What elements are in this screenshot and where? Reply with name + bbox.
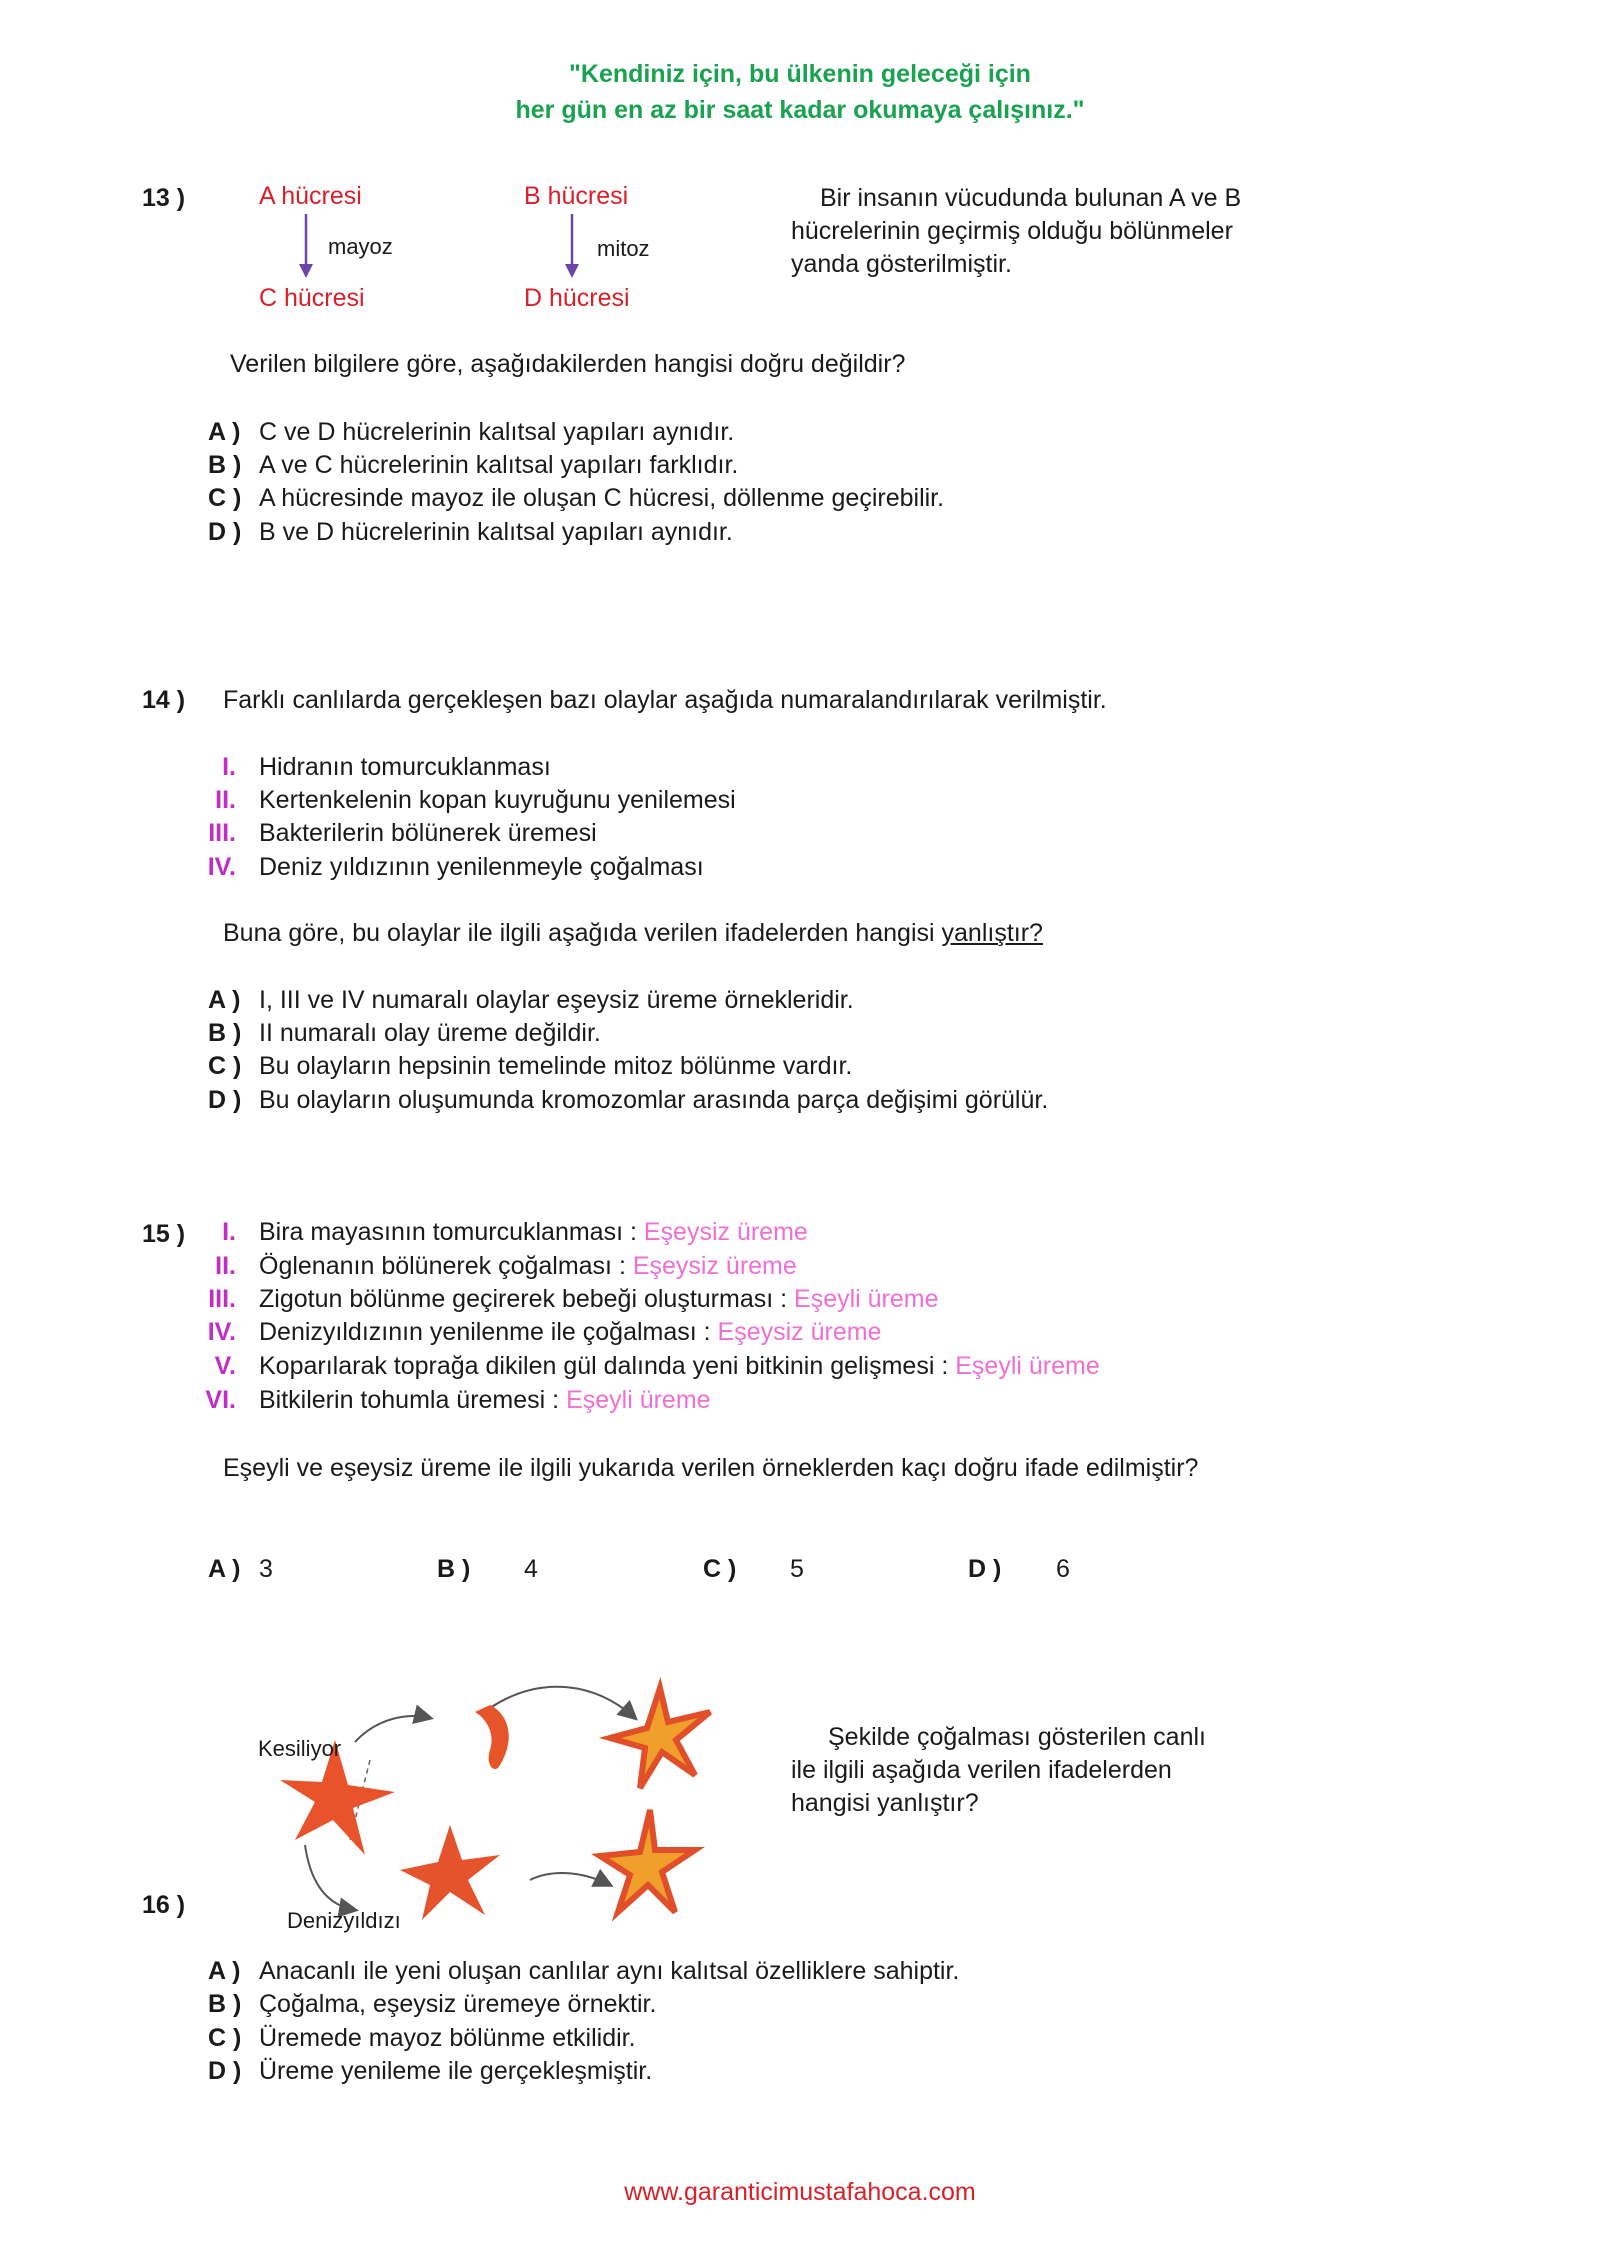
question-text: [223, 921, 1043, 946]
question-number: 16 ): [142, 1891, 186, 1919]
roman-numeral: III.: [208, 1285, 236, 1313]
option-label: B ): [208, 1019, 242, 1047]
meiosis-label: mayoz: [328, 234, 393, 259]
footer-url[interactable]: www.garanticimustafahoca.com: [624, 2178, 976, 2206]
figure-label-starfish: Denizyıldızı: [287, 1908, 401, 1933]
arrow-fragment-to-star: [490, 1687, 635, 1718]
question-underlined: yanlıştır?: [941, 919, 1043, 947]
option-text: B ve D hücrelerinin kalıtsal yapıları aynıdır.: [259, 518, 733, 546]
question-text: Verilen bilgilere göre, aşağıdakilerden hangisi doğru değildir?: [230, 350, 906, 378]
statement-text: [259, 1320, 882, 1345]
option-text: Üreme yenileme ile gerçekleşmiştir.: [259, 2057, 653, 2085]
cell-d-label: D hücresi: [524, 284, 630, 312]
statement-body: Bira mayasının tomurcuklanması :: [259, 1218, 644, 1246]
roman-numeral: VI.: [205, 1386, 236, 1414]
roman-numeral: I.: [222, 753, 236, 781]
option-label: B ): [208, 1990, 242, 2018]
option-text: I, III ve IV numaralı olaylar eşeysiz üreme örnekleridir.: [259, 986, 854, 1014]
arrow-to-new-star: [305, 1845, 355, 1910]
option-text: Bu olayların hepsinin temelinde mitoz bölünme vardır.: [259, 1052, 853, 1080]
arrow-star-to-star: [530, 1873, 610, 1885]
statement-text: [259, 1354, 1100, 1379]
figure-label-cut: Kesiliyor: [258, 1736, 342, 1761]
motto-line-1: "Kendiniz için, bu ülkenin geleceği için: [569, 60, 1031, 88]
statement-answer: Eşeyli üreme: [794, 1285, 939, 1313]
description-line: Bir insanın vücudunda bulunan A ve B: [820, 184, 1242, 212]
option-text: C ve D hücrelerinin kalıtsal yapıları aynıdır.: [259, 418, 735, 446]
statement-answer: Eşeysiz üreme: [643, 1218, 808, 1246]
roman-numeral: IV.: [207, 853, 236, 881]
description-line: hangisi yanlıştır?: [791, 1789, 979, 1817]
option-label: B ): [437, 1555, 471, 1583]
statement-answer: Eşeyli üreme: [955, 1352, 1100, 1380]
description-line: ile ilgili aşağıda verilen ifadelerden: [791, 1756, 1172, 1784]
option-label: C ): [208, 1052, 242, 1080]
option-text: 6: [1056, 1555, 1070, 1583]
description-line: yanda gösterilmiştir.: [791, 250, 1012, 278]
option-label: B ): [208, 451, 242, 479]
roman-numeral: V.: [214, 1352, 236, 1380]
option-text: Üremede mayoz bölünme etkilidir.: [259, 2024, 636, 2052]
motto-line-2: her gün en az bir saat kadar okumaya çalışınız.": [515, 96, 1085, 124]
question-intro: Farklı canlılarda gerçekleşen bazı olaylar aşağıda numaralandırılarak verilmiştir.: [223, 686, 1107, 714]
cell-c-label: C hücresi: [259, 284, 365, 312]
roman-numeral: III.: [208, 819, 236, 847]
option-text: Bu olayların oluşumunda kromozomlar arasında parça değişimi görülür.: [259, 1086, 1049, 1114]
option-label: A ): [208, 418, 241, 446]
statement-text: Bakterilerin bölünerek üremesi: [259, 819, 597, 847]
cell-b-label: B hücresi: [524, 182, 629, 210]
statement-text: [259, 1254, 797, 1279]
statement-text: [259, 1220, 808, 1245]
option-label: C ): [703, 1555, 737, 1583]
option-label: D ): [968, 1555, 1002, 1583]
arrow-cut-to-fragment: [355, 1716, 430, 1742]
statement-text: Deniz yıldızının yenilenmeyle çoğalması: [259, 853, 704, 881]
statement-body: Koparılarak toprağa dikilen gül dalında yeni bitkinin gelişmesi :: [259, 1352, 956, 1380]
roman-numeral: II.: [215, 1252, 236, 1280]
statement-answer: Eşeysiz üreme: [717, 1318, 882, 1346]
mitosis-label: mitoz: [597, 236, 650, 261]
option-label: C ): [208, 2024, 242, 2052]
roman-numeral: I.: [222, 1218, 236, 1246]
statement-body: Öglenanın bölünerek çoğalması :: [259, 1252, 633, 1280]
option-label: A ): [208, 986, 241, 1014]
option-text: 3: [259, 1555, 273, 1583]
option-label: C ): [208, 484, 242, 512]
question-text: Eşeyli ve eşeysiz üreme ile ilgili yukarıda verilen örneklerden kaçı doğru ifade edilmiştir?: [223, 1454, 1199, 1482]
question-number: 15 ): [142, 1220, 186, 1248]
regenerating-starfish: [400, 1825, 500, 1920]
option-text: Çoğalma, eşeysiz üremeye örnektir.: [259, 1990, 657, 2018]
statement-body: Denizyıldızının yenilenme ile çoğalması :: [259, 1318, 718, 1346]
option-label: A ): [208, 1555, 241, 1583]
option-text: A ve C hücrelerinin kalıtsal yapıları farklıdır.: [259, 451, 739, 479]
statement-body: Zigotun bölünme geçirerek bebeği oluşturması :: [259, 1285, 795, 1313]
roman-numeral: II.: [215, 786, 236, 814]
description-line: hücrelerinin geçirmiş olduğu bölünmeler: [791, 217, 1233, 245]
option-text: 5: [790, 1555, 804, 1583]
mitosis-arrow: [562, 214, 582, 280]
cell-a-label: A hücresi: [259, 182, 362, 210]
roman-numeral: IV.: [207, 1318, 236, 1346]
statement-text: Hidranın tomurcuklanması: [259, 753, 551, 781]
option-label: D ): [208, 518, 242, 546]
option-text: A hücresinde mayoz ile oluşan C hücresi, döllenme geçirebilir.: [259, 484, 945, 512]
option-text: Anacanlı ile yeni oluşan canlılar aynı kalıtsal özelliklere sahiptir.: [259, 1957, 960, 1985]
meiosis-arrow: [296, 214, 316, 280]
arm-fragment: [475, 1705, 509, 1769]
option-label: D ): [208, 1086, 242, 1114]
question-prefix: Buna göre, bu olaylar ile ilgili aşağıda verilen ifadelerden hangisi: [223, 919, 942, 947]
description-line: Şekilde çoğalması gösterilen canlı: [828, 1723, 1206, 1751]
statement-answer: Eşeysiz üreme: [632, 1252, 797, 1280]
statement-text: [259, 1388, 711, 1413]
statement-text: [259, 1287, 939, 1312]
option-text: II numaralı olay üreme değildir.: [259, 1019, 601, 1047]
option-text: 4: [524, 1555, 538, 1583]
starfish-regeneration-figure: [250, 1680, 750, 1940]
option-label: A ): [208, 1957, 241, 1985]
question-number: 13 ): [142, 184, 186, 212]
statement-text: Kertenkelenin kopan kuyruğunu yenilemesi: [259, 786, 736, 814]
statement-answer: Eşeyli üreme: [566, 1386, 711, 1414]
statement-body: Bitkilerin tohumla üremesi :: [259, 1386, 567, 1414]
option-label: D ): [208, 2057, 242, 2085]
question-number: 14 ): [142, 686, 186, 714]
